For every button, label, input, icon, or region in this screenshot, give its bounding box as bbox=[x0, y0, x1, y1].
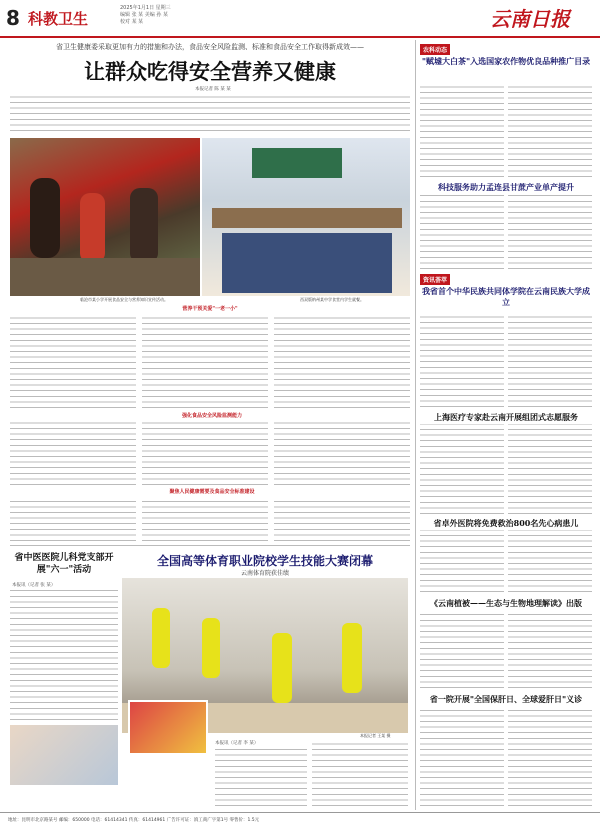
tag-info-digest: 资讯荟萃 bbox=[420, 274, 450, 285]
right-text-1a bbox=[420, 82, 504, 177]
lead-byline: 本报记者 陈 某 某 bbox=[195, 87, 231, 92]
lead-text-col8 bbox=[142, 496, 268, 541]
right-text-4b bbox=[508, 424, 592, 514]
lead-text-col4 bbox=[10, 420, 136, 485]
header-info: 2025年1月1日 星期三 编辑 张 某 美编 孙 某 校对 某 某 bbox=[120, 5, 171, 25]
lead-kicker: 省卫生健康委采取更加有力的措施和办法，食品安全风险监测、标准和食品安全工作取得新成效—— bbox=[56, 43, 364, 51]
lead-subhead-3: 聚焦人民健康需要及食品安全标准建设 bbox=[169, 489, 255, 495]
lead-text-col1 bbox=[10, 313, 136, 408]
right-text-5b bbox=[508, 530, 592, 592]
right-text-2b bbox=[508, 194, 592, 269]
right-text-4a bbox=[420, 424, 504, 514]
hospital-story-byline: 本报讯（记者 张 某） bbox=[12, 583, 56, 588]
lead-intro-text bbox=[10, 95, 410, 131]
right-headline-3: 我省首个中华民族共同体学院在云南民族大学成立 bbox=[422, 286, 590, 307]
photo-school-classroom bbox=[202, 138, 410, 296]
lead-text-col6 bbox=[274, 420, 410, 485]
tag-agri-news: 农科动态 bbox=[420, 44, 450, 55]
lead-text-col7 bbox=[10, 496, 136, 541]
right-headline-4: 上海医疗专家赴云南开展组团式志愿服务 bbox=[434, 412, 578, 422]
column-divider bbox=[415, 40, 416, 810]
right-text-7b bbox=[508, 706, 592, 806]
photo-hospital-children bbox=[10, 725, 118, 785]
lead-text-col5 bbox=[142, 420, 268, 485]
lead-text-col3 bbox=[274, 313, 410, 408]
hospital-story-text bbox=[10, 590, 118, 720]
page-number: 8 bbox=[6, 6, 20, 30]
section-name: 科教卫生 bbox=[28, 10, 89, 28]
lead-subhead-1: 营养干预关爱"一老一小" bbox=[182, 306, 238, 312]
lead-text-col2 bbox=[142, 313, 268, 408]
lead-subhead-2: 强化食品安全风险监测能力 bbox=[181, 413, 242, 419]
sports-text-col2 bbox=[312, 740, 408, 806]
right-text-6a bbox=[420, 610, 504, 688]
sports-photo-credit: 本报记者 王某 摄 bbox=[360, 733, 391, 738]
right-text-3b bbox=[508, 312, 592, 407]
divider bbox=[10, 545, 410, 546]
right-headline-1: "赋墟大白茶"入选国家农作物优良品种推广目录 bbox=[421, 56, 591, 66]
right-text-6b bbox=[508, 610, 592, 688]
sports-text-col1 bbox=[215, 748, 307, 806]
lead-text-col9 bbox=[274, 496, 410, 541]
sports-story-title: 全国高等体育职业院校学生技能大赛闭幕 bbox=[156, 554, 373, 568]
right-headline-2: 科技服务助力孟连县甘蔗产业单产提升 bbox=[438, 182, 574, 192]
right-text-2a bbox=[420, 194, 504, 269]
right-headline-5: 省卓外医院将免费救治800名先心病患儿 bbox=[433, 518, 579, 528]
photo-sports-inset bbox=[128, 700, 208, 755]
right-headline-6: 《云南植被——生态与生物地理解读》出版 bbox=[430, 598, 582, 608]
right-text-1b bbox=[508, 82, 592, 177]
hospital-story-title: 省中医医院儿科党支部开展"六一"活动 bbox=[14, 553, 114, 575]
masthead-logo: 云南日报 bbox=[490, 7, 570, 31]
right-text-5a bbox=[420, 530, 504, 592]
caption-right: 西双版纳州某中学食堂内学生就餐。 bbox=[300, 297, 364, 302]
right-headline-7: 省一院开展"全国保肝日、全球爱肝日"义诊 bbox=[429, 694, 583, 704]
right-text-7a bbox=[420, 706, 504, 806]
page-footer: 地址：昆明市北京路某号 邮编：650000 电话：61414341 传真：61414961 广告许可证：滇工商广字第1号 零售价：1.5元 bbox=[0, 812, 600, 827]
lead-headline: 让群众吃得安全营养又健康 bbox=[84, 59, 336, 84]
sports-story-subtitle: 云南体育院获佳绩 bbox=[240, 570, 289, 577]
caption-left: 临沧市某小学开展食品安全与营养知识宣传活动。 bbox=[80, 297, 168, 302]
sports-story-byline: 本报讯（记者 李 某） bbox=[215, 741, 259, 746]
photo-ethnic-children bbox=[10, 138, 200, 296]
right-text-3a bbox=[420, 312, 504, 407]
